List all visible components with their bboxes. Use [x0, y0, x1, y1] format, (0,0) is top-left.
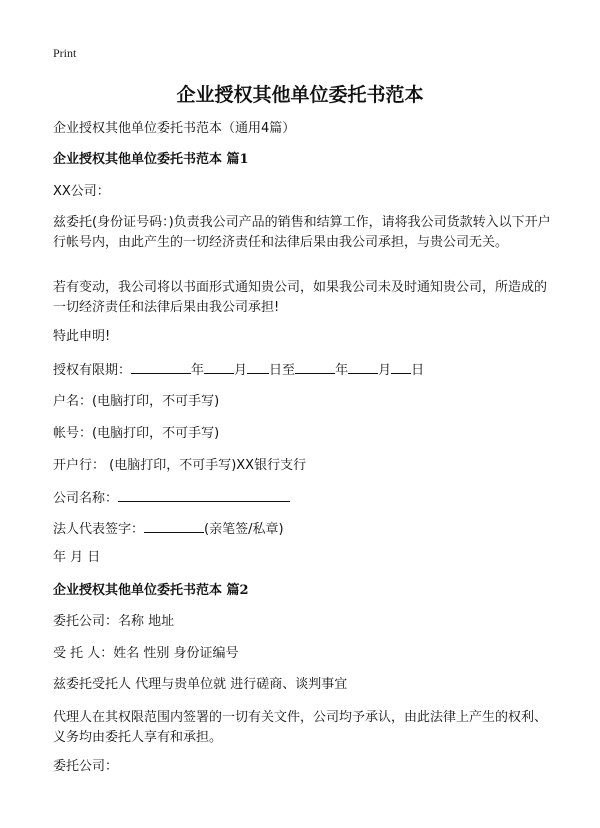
special-statement: 特此申明!	[53, 329, 111, 344]
addressee: XX公司：	[53, 184, 110, 199]
section1-heading: 企业授权其他单位委托书范本 篇1	[53, 152, 249, 167]
company-name-label: 公司名称：	[53, 491, 119, 506]
section2-paragraph-2: 代理人在其权限范围内签署的一切有关文件，公司均予承认，由此法律上产生的权利、义务均由委托人享有和承担。	[53, 710, 548, 745]
blank-month-end	[348, 359, 378, 374]
section1-paragraph-1: 兹委托(身份证号码：)负责我公司产品的销售和结算工作，请将我公司货款转入以下开户行帐号内，由此产生的一切经济责任和法律后果由我公司承担，与贵公司无关。	[53, 215, 551, 250]
client-company: 委托公司：名称 地址	[53, 614, 175, 629]
section1-paragraph-2: 若有变动，我公司将以书面形式通知贵公司，如果我公司未及时通知贵公司，所造成的一切经济责任和法律后果由我公司承担!	[53, 280, 548, 315]
company-name-blank	[118, 487, 290, 502]
validity-year: 年	[191, 363, 205, 378]
account-number: 帐号：(电脑打印，不可手写)	[53, 426, 220, 441]
validity-day: 日	[411, 363, 425, 378]
blank-month-start	[204, 359, 234, 374]
section2-paragraph-1: 兹委托受托人 代理与贵单位就 进行磋商、谈判事宜	[53, 677, 348, 692]
validity-month-end: 月	[378, 363, 392, 378]
blank-year-start	[131, 359, 191, 374]
legal-rep-suffix: (亲笔签/私章)	[204, 522, 284, 537]
validity-label: 授权有限期：	[53, 363, 132, 378]
client-sign: 委托公司：	[53, 759, 119, 774]
validity-year-end: 年	[335, 363, 349, 378]
section2-heading: 企业授权其他单位委托书范本 篇2	[53, 583, 249, 598]
legal-rep-line	[53, 518, 553, 540]
blank-day-end	[391, 359, 411, 374]
bank-branch: 开户行： (电脑打印，不可手写)XX银行支行	[53, 458, 307, 473]
date-line: 年 月 日	[53, 550, 101, 565]
company-name-line	[53, 487, 553, 509]
agent-info: 受 托 人：姓名 性别 身份证编号	[53, 646, 239, 661]
page-title: 企业授权其他单位委托书范本	[176, 84, 424, 106]
legal-rep-label: 法人代表签字：	[53, 522, 145, 537]
blank-year-end	[295, 359, 335, 374]
validity-line	[53, 359, 553, 381]
print-label[interactable]: Print	[53, 46, 77, 60]
legal-rep-blank	[144, 518, 204, 533]
account-name: 户名：(电脑打印，不可手写)	[53, 394, 220, 409]
subtitle: 企业授权其他单位委托书范本（通用4篇）	[53, 121, 296, 136]
validity-day-to: 日至	[269, 363, 296, 378]
validity-month: 月	[234, 363, 248, 378]
blank-day-start	[247, 359, 269, 374]
